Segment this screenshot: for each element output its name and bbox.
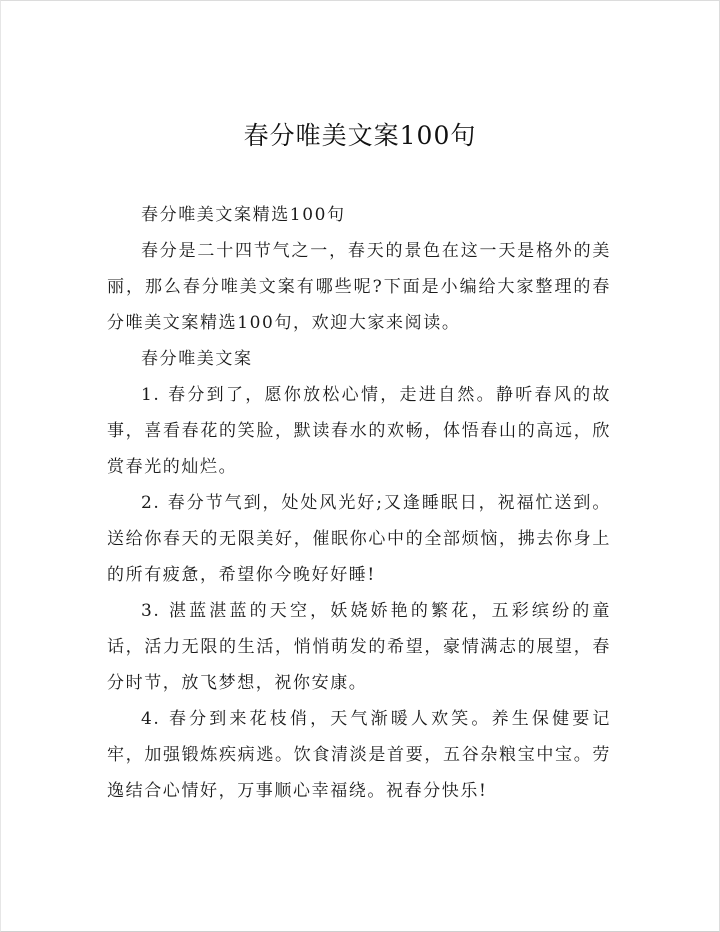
document-body [107,197,611,809]
paragraph-intro: 春分是二十四节气之一，春天的景色在这一天是格外的美丽，那么春分唯美文案有哪些呢?下面是小编给大家整理的春分唯美文案精选100句，欢迎大家来阅读。 [107,241,611,333]
paragraph-subtitle: 春分唯美文案精选100句 [141,205,346,225]
paragraph-item-4: 4. 春分到来花枝俏，天气渐暖人欢笑。养生保健要记牢，加强锻炼疾病逃。饮食清淡是首要，五谷杂粮宝中宝。劳逸结合心情好，万事顺心幸福绕。祝春分快乐! [107,709,611,801]
paragraph-item-3: 3. 湛蓝湛蓝的天空，妖娆娇艳的繁花，五彩缤纷的童话，活力无限的生活，悄悄萌发的希望，豪情满志的展望，春分时节，放飞梦想，祝你安康。 [107,601,611,693]
paragraph-section-heading: 春分唯美文案 [141,349,253,369]
paragraph-item-2: 2. 春分节气到，处处风光好;又逢睡眠日，祝福忙送到。送给你春天的无限美好，催眠你心中的全部烦恼，拂去你身上的所有疲惫，希望你今晚好好睡! [107,493,611,585]
page-title: 春分唯美文案100句 [243,121,477,150]
paragraph-item-1: 1. 春分到了，愿你放松心情，走进自然。静听春风的故事，喜看春花的笑脸，默读春水的欢畅，体悟春山的高远，欣赏春光的灿烂。 [107,385,611,477]
